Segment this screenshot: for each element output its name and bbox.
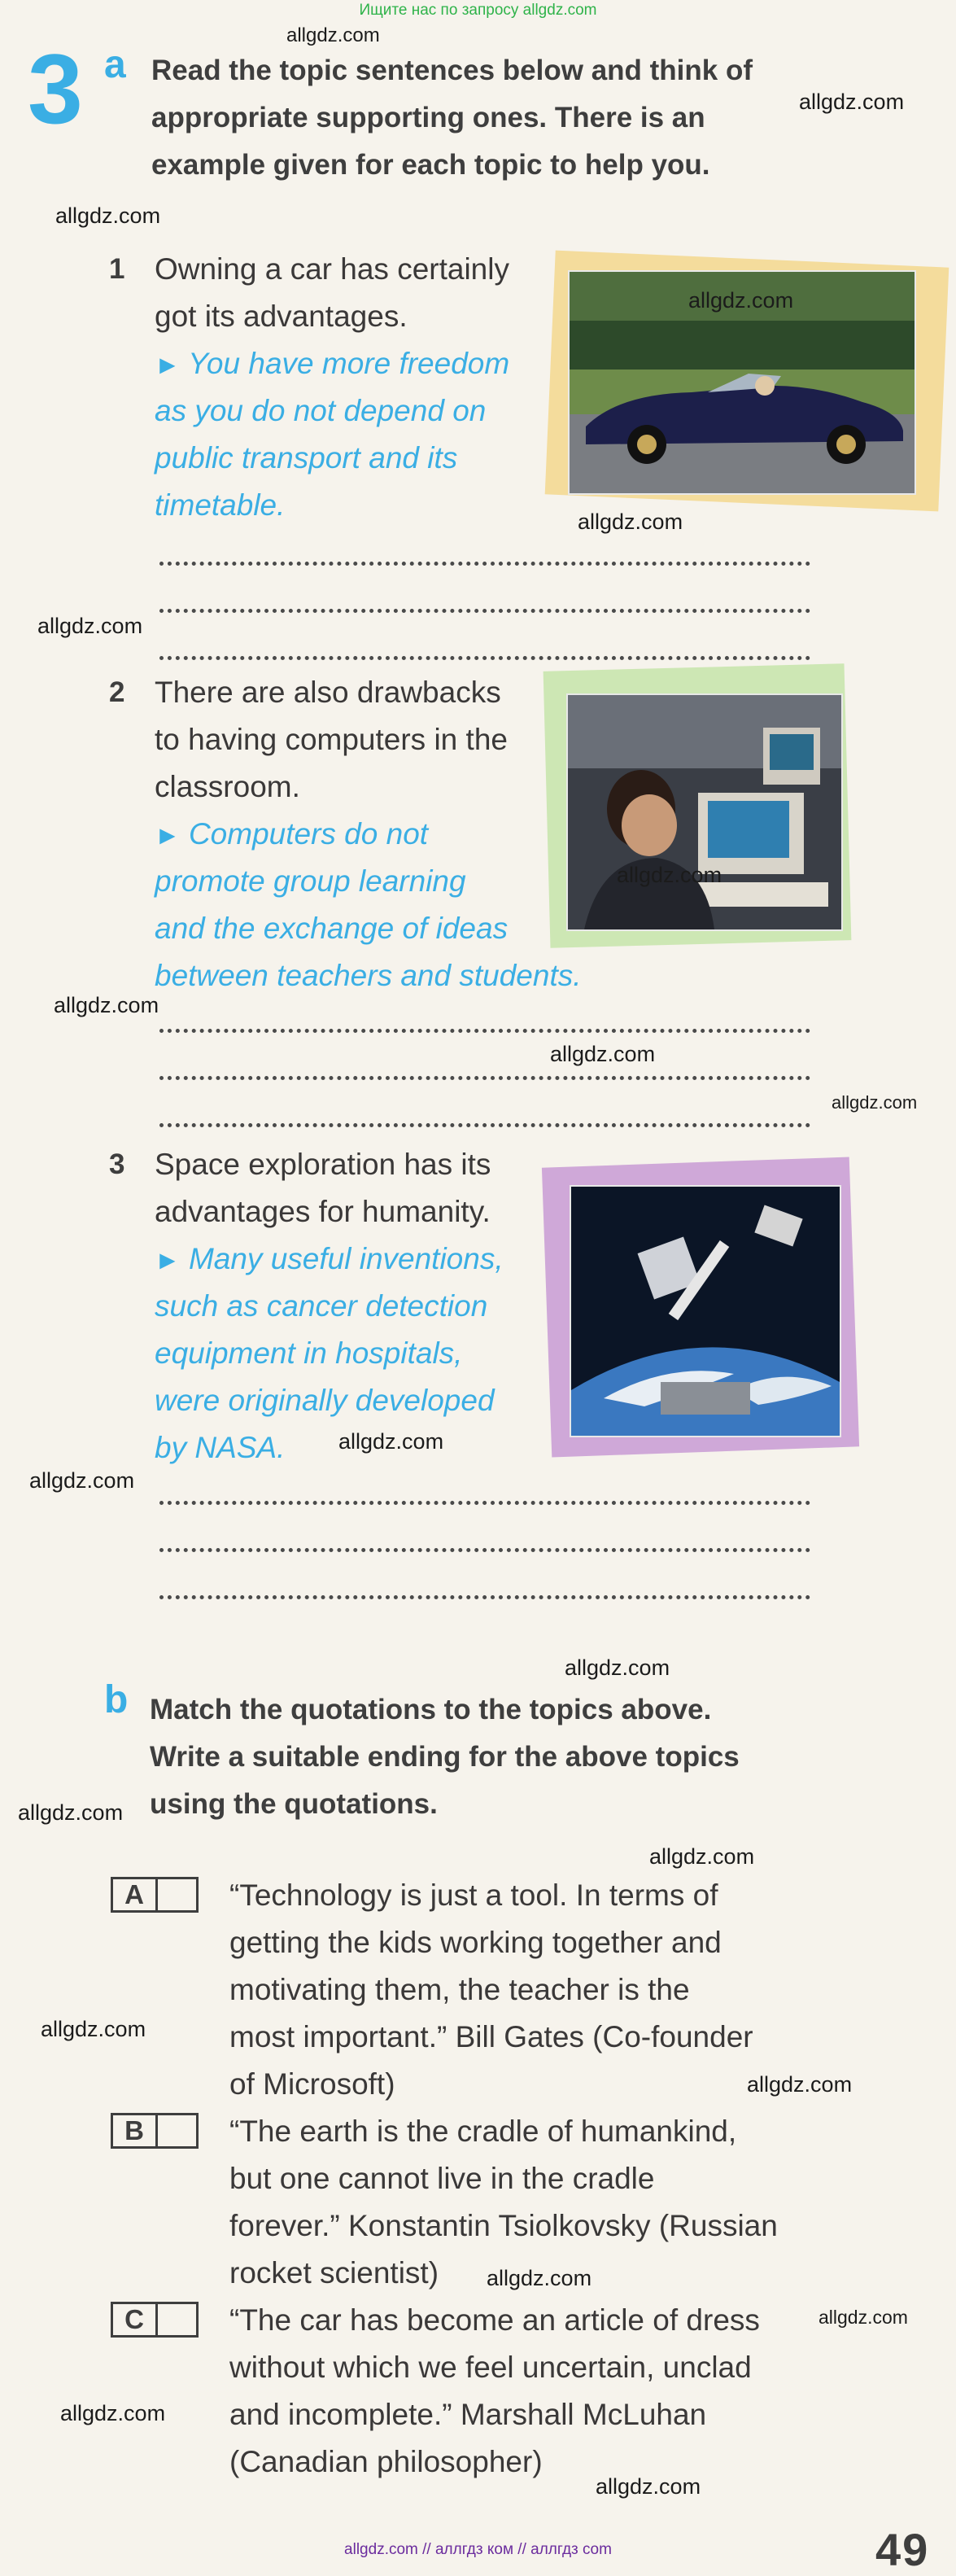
quote-line: getting the kids working together and — [229, 1926, 722, 1959]
arrow-icon: ► — [155, 350, 181, 379]
part-b-letter: b — [104, 1678, 129, 1721]
bottom-banner[interactable]: allgdz.com // аллгдз ком // аллгдз com — [344, 2541, 612, 2558]
arrow-icon: ► — [155, 820, 181, 850]
quote-line: (Canadian philosopher) — [229, 2445, 543, 2478]
topic-line: advantages for humanity. — [155, 1195, 491, 1228]
item-number: 3 — [109, 1148, 125, 1180]
answer-line[interactable] — [159, 1548, 810, 1552]
watermark: allgdz.com — [37, 614, 143, 638]
instruction-line: Write a suitable ending for the above topics — [150, 1741, 740, 1773]
topic-line: to having computers in the — [155, 723, 508, 756]
watermark: allgdz.com — [41, 2017, 146, 2041]
watermark: allgdz.com — [60, 2401, 166, 2425]
support-line: public transport and its — [155, 441, 458, 475]
classroom-photo — [566, 693, 843, 931]
support-line: ► Computers do not — [155, 817, 429, 851]
watermark: allgdz.com — [818, 2307, 908, 2328]
match-letter: B — [113, 2115, 158, 2146]
item-number: 2 — [109, 676, 125, 708]
topic-line: Owning a car has certainly — [155, 252, 509, 286]
answer-line[interactable] — [159, 1076, 810, 1080]
top-banner[interactable]: Ищите нас по запросу allgdz.com — [359, 2, 597, 19]
support-line: and the exchange of ideas — [155, 912, 509, 945]
match-box-b[interactable] — [111, 2113, 199, 2149]
quote-line: without which we feel uncertain, unclad — [229, 2351, 752, 2384]
watermark: allgdz.com — [338, 1429, 444, 1454]
instruction-line: example given for each topic to help you. — [151, 149, 710, 181]
watermark: allgdz.com — [54, 993, 159, 1017]
item-number: 1 — [109, 253, 125, 285]
support-line: ► You have more freedom — [155, 347, 510, 380]
support-line: equipment in hospitals, — [155, 1336, 463, 1370]
watermark: allgdz.com — [596, 2474, 701, 2499]
page-number: 49 — [875, 2524, 930, 2575]
instruction-line: using the quotations. — [150, 1788, 438, 1820]
answer-line[interactable] — [159, 1595, 810, 1599]
watermark: allgdz.com — [649, 1844, 755, 1869]
watermark: allgdz.com — [487, 2266, 592, 2290]
answer-line[interactable] — [159, 1029, 810, 1033]
support-line: such as cancer detection — [155, 1289, 488, 1323]
match-letter: A — [113, 1879, 158, 1910]
topic-line: There are also drawbacks — [155, 676, 501, 709]
quote-line: and incomplete.” Marshall McLuhan — [229, 2398, 707, 2431]
answer-line[interactable] — [159, 1123, 810, 1127]
match-box-c[interactable] — [111, 2302, 199, 2338]
support-line: were originally developed — [155, 1384, 495, 1417]
instruction-line: Match the quotations to the topics above. — [150, 1694, 712, 1725]
watermark: allgdz.com — [578, 510, 683, 534]
quote-line: motivating them, the teacher is the — [229, 1973, 690, 2006]
instruction-line: Read the topic sentences below and think of — [151, 55, 753, 86]
watermark: allgdz.com — [29, 1468, 135, 1493]
support-line: between teachers and students. — [155, 959, 582, 992]
topic-line: Space exploration has its — [155, 1148, 491, 1181]
topic-line: got its advantages. — [155, 300, 408, 333]
support-line: ► Many useful inventions, — [155, 1242, 504, 1275]
watermark: allgdz.com — [799, 90, 905, 114]
support-line: promote group learning — [155, 864, 466, 898]
match-box-a[interactable] — [111, 1877, 199, 1913]
watermark: allgdz.com — [55, 203, 161, 228]
match-letter: C — [113, 2304, 158, 2335]
quote-line: of Microsoft) — [229, 2067, 395, 2101]
quote-line: but one cannot live in the cradle — [229, 2162, 655, 2195]
quote-line: “Technology is just a tool. In terms of — [229, 1878, 718, 1912]
watermark: allgdz.com — [286, 24, 380, 46]
watermark: allgdz.com — [617, 863, 722, 887]
quote-line: “The car has become an article of dress — [229, 2303, 760, 2337]
watermark: allgdz.com — [688, 288, 794, 313]
quote-line: most important.” Bill Gates (Co-founder — [229, 2020, 753, 2053]
watermark: allgdz.com — [832, 1092, 918, 1113]
support-line: by NASA. — [155, 1431, 286, 1464]
watermark: allgdz.com — [18, 1800, 124, 1825]
quote-line: rocket scientist) — [229, 2256, 439, 2290]
space-photo — [570, 1185, 841, 1437]
answer-line[interactable] — [159, 656, 810, 660]
support-line: as you do not depend on — [155, 394, 487, 427]
arrow-icon: ► — [155, 1245, 181, 1275]
watermark: allgdz.com — [747, 2072, 853, 2097]
support-line: timetable. — [155, 488, 286, 522]
part-a-letter: a — [104, 43, 126, 86]
answer-line[interactable] — [159, 609, 810, 613]
watermark: allgdz.com — [565, 1655, 670, 1680]
watermark: allgdz.com — [550, 1042, 656, 1066]
exercise-number: 3 — [28, 33, 83, 144]
quote-line: forever.” Konstantin Tsiolkovsky (Russian — [229, 2209, 778, 2242]
quote-line: “The earth is the cradle of humankind, — [229, 2115, 737, 2148]
instruction-line: appropriate supporting ones. There is an — [151, 102, 705, 133]
answer-line[interactable] — [159, 562, 810, 566]
topic-line: classroom. — [155, 770, 300, 803]
answer-line[interactable] — [159, 1501, 810, 1505]
